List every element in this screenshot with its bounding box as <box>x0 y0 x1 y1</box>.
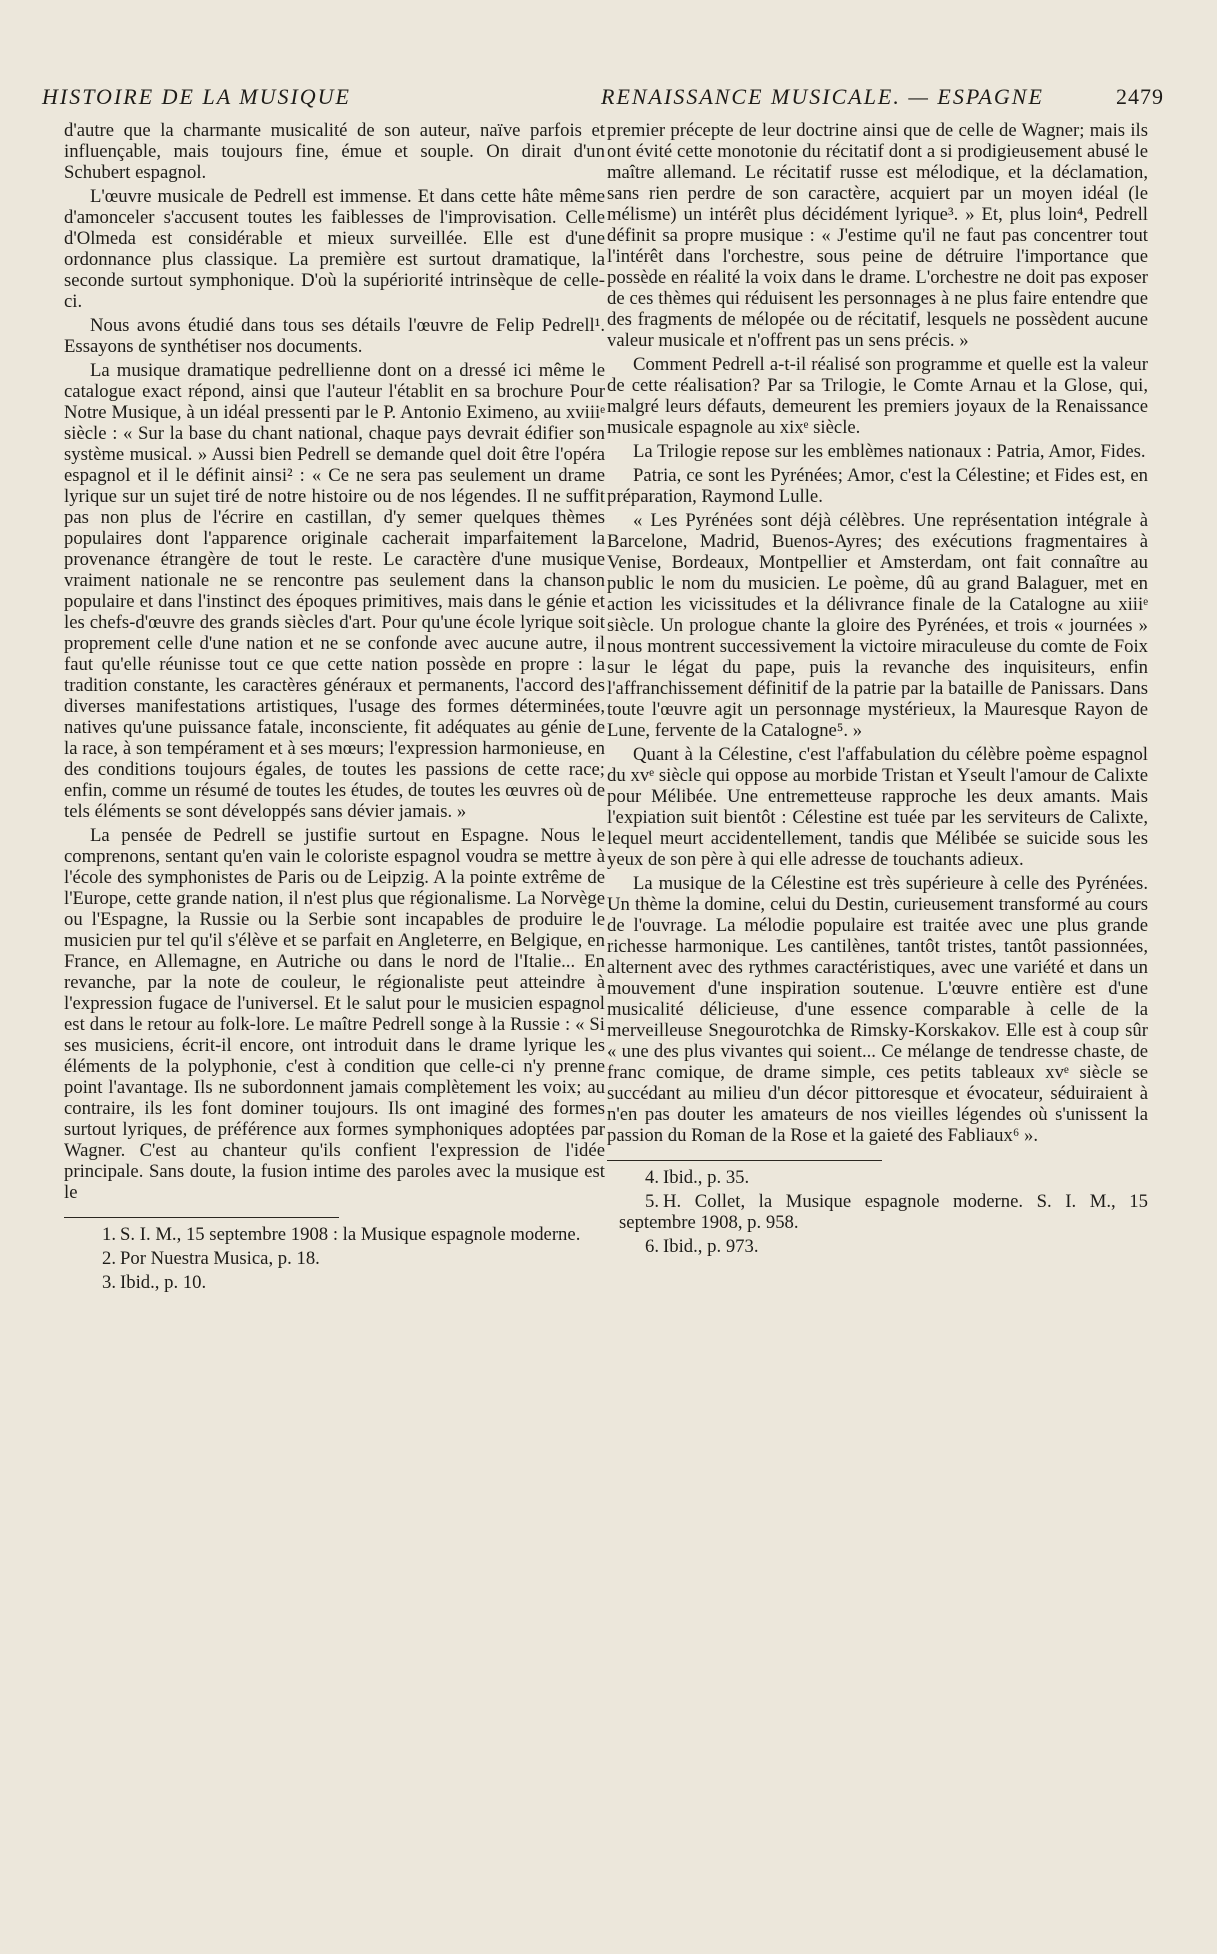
paragraph: La pensée de Pedrell se justifie surtout en Espagne. Nous le comprenons, sentant qu'en vain le coloriste espagnol voudra se mettre à l'école des symphonistes de Paris ou de Leipzig. A la pointe extrême de l'Europe, cette grande nation, il n'est plus que régionalisme. La Norvège ou l'Espagne, la Russie ou la Serbie sont incapables de produire le musicien pur tel qu'il s'élève et se parfait en Angleterre, en Belgique, en France, en Allemagne, en Autriche ou dans le nord de l'Italie... En revanche, par la note de couleur, le régionaliste peut atteindre à l'expression fugace de l'universel. Et le salut pour le musicien espagnol est dans le retour au folk-lore. Le maître Pedrell songe à la Russie : « Si ses musiciens, écrit-il encore, ont introduit dans le drame lyrique les éléments de la polyphonie, c'est à condition que celle-ci n'y prenne point l'avantage. Ils ne subordonnent jamais complètement les voix; au contraire, ils les font dominer toujours. Ils ont imaginé des formes surtout lyriques, de préférence aux formes symphoniques adoptées par Wagner. C'est au chanteur qu'ils confient l'expression de l'idée principale. Sans doute, la fusion intime des paroles avec la musique est le <box>64 825 605 1203</box>
paragraph: Quant à la Célestine, c'est l'affabulation du célèbre poème espagnol du xvᵉ siècle qui oppose au morbide Tristan et Yseult l'amour de Calixte pour Mélibée. Une entremetteuse rapproche les deux amants. Mais l'expiation suit bientôt : Célestine est tuée par les serviteurs de Calixte, lequel meurt accidentellement, tandis que Mélibée se suicide sous les yeux de son père à qui elle adresse de touchants adieux. <box>607 744 1148 870</box>
footnote-number: 3. <box>102 1272 117 1293</box>
footnote-number: 4. <box>645 1167 660 1188</box>
footnote-number: 2. <box>102 1248 117 1269</box>
footnote-text: Ibid., p. 973. <box>663 1236 759 1257</box>
footnote-text: Ibid., p. 35. <box>663 1167 750 1188</box>
paragraph: Patria, ce sont les Pyrénées; Amor, c'est la Célestine; et Fides est, en préparation, Raymond Lulle. <box>607 465 1148 507</box>
header-right-title: RENAISSANCE MUSICALE. — ESPAGNE <box>601 84 1044 109</box>
footnote-text: H. Collet, la Musique espagnole moderne. S. I. M., 15 septembre 1908, p. 958. <box>619 1191 1148 1233</box>
footnote <box>64 1272 605 1293</box>
footnote <box>64 1248 605 1269</box>
paragraph: « Les Pyrénées sont déjà célèbres. Une représentation intégrale à Barcelone, Madrid, Buenos-Ayres; des exécutions fragmentaires à Venise, Bordeaux, Montpellier et Amsterdam, ont fait connaître au public le nom du musicien. Le poème, dû au grand Balaguer, met en action les vicissitudes et la délivrance finale de la Catalogne au xiiiᵉ siècle. Un prologue chante la gloire des Pyrénées, et trois « journées » nous montrent successivement la victoire miraculeuse du comte de Foix sur le légat du pape, puis la revanche des inquisiteurs, enfin l'affranchissement définitif de la patrie par la bataille de Panissars. Dans toute l'œuvre agit un personnage mystérieux, la Mauresque Rayon de Lune, fervente de la Catalogne⁵. » <box>607 510 1148 741</box>
footnote-number: 6. <box>645 1236 660 1257</box>
paragraph: La Trilogie repose sur les emblèmes nationaux : Patria, Amor, Fides. <box>633 441 1146 462</box>
footnote-text: S. I. M., 15 septembre 1908 : la Musique espagnole moderne. <box>120 1224 581 1245</box>
header-left-title: HISTOIRE DE LA MUSIQUE <box>42 84 351 109</box>
footnote-divider <box>64 1217 339 1218</box>
paragraph: La musique de la Célestine est très supérieure à celle des Pyrénées. Un thème la domine, celui du Destin, curieusement transformé au cours de l'ouvrage. La mélodie populaire est traitée avec une plus grande richesse harmonique. Les cantilènes, tantôt tristes, tantôt passionnées, alternent avec des rythmes caractéristiques, avec une variété et dans un mouvement d'une inspiration soutenue. L'œuvre entière est d'une musicalité délicieuse, d'une essence comparable à celle de la merveilleuse Snegourotchka de Rimsky-Korskakov. Elle est à coup sûr « une des plus vivantes qui soient... Ce mélange de tendresse chaste, de franc comique, de drame simple, ces petits tableaux xvᵉ siècle se succédant au milieu d'un décor pittoresque et évocateur, séduiraient à n'en pas douter les amateurs de nos vieilles légendes où s'unissent la passion du Roman de la Rose et la gaieté des Fabliaux⁶ ». <box>607 873 1148 1146</box>
footnote <box>607 1236 1148 1257</box>
footnote <box>607 1167 1148 1188</box>
paragraph: Nous avons étudié dans tous ses détails l'œuvre de Felip Pedrell¹. Essayons de synthétiser nos documents. <box>64 315 605 357</box>
footnote <box>64 1224 605 1245</box>
paragraph: L'œuvre musicale de Pedrell est immense. Et dans cette hâte même d'amonceler s'accusent toutes les faiblesses de l'improvisation. Celle d'Olmeda est considérable et mieux surveillée. Elle est d'une ordonnance plus classique. La première est surtout dramatique, la seconde surtout symphonique. D'où la supériorité intrinsèque de celle-ci. <box>64 186 605 312</box>
paragraph: premier précepte de leur doctrine ainsi que de celle de Wagner; mais ils ont évité cette monotonie du récitatif dont a si prodigieusement abusé le maître allemand. Le récitatif russe est mélodique, et la déclamation, sans rien perdre de son caractère, acquiert par un moyen idéal (le mélisme) un intérêt plus décidément lyrique³. » Et, plus loin⁴, Pedrell définit sa propre musique : « J'estime qu'il ne faut pas concentrer tout l'intérêt dans l'orchestre, sous peine de détruire l'importance que possède en réalité la voix dans le drame. L'orchestre ne doit pas exposer de ces thèmes qui réduisent les personnages à ne plus faire entendre que des fragments de mélopée ou de récitatif, lesquels ne possèdent aucune valeur musicale et n'offrent pas un sens précis. » <box>607 120 1148 351</box>
paragraph: Comment Pedrell a-t-il réalisé son programme et quelle est la valeur de cette réalisation? Par sa Trilogie, le Comte Arnau et la Glose, qui, malgré leurs défauts, demeurent les premiers joyaux de la Renaissance musicale espagnole au xixᵉ siècle. <box>607 354 1148 438</box>
footnote-number: 5. <box>645 1191 660 1212</box>
footnote-text: Ibid., p. 10. <box>120 1272 207 1293</box>
paragraph: d'autre que la charmante musicalité de son auteur, naïve parfois et influençable, mais toujours fine, émue et souple. On dirait d'un Schubert espagnol. <box>64 120 605 183</box>
running-header <box>40 78 1170 112</box>
paragraph: La musique dramatique pedrellienne dont on a dressé ici même le catalogue exact répond, ainsi que l'auteur l'établit en sa brochure Pour Notre Musique, à un idéal pressenti par le P. Antonio Eximeno, au xviiiᵉ siècle : « Sur la base du chant national, chaque pays devrait édifier son système musical. » Aussi bien Pedrell se demande quel doit être l'opéra espagnol et il le définit ainsi² : « Ce ne sera pas seulement un drame lyrique sur un sujet tiré de notre histoire ou de nos légendes. Il ne suffit pas non plus de l'écrire en castillan, d'y semer quelques thèmes populaires dont l'apparence originale cacherait imparfaitement la provenance étrangère de tout le reste. Le caractère d'une musique vraiment nationale ne se rencontre pas seulement dans la chanson populaire et dans l'instinct des époques primitives, mais dans le génie et les chefs-d'œuvre des grands siècles d'art. Pour qu'une école lyrique soit proprement celle d'une nation et ne se confonde avec aucune autre, il faut qu'elle réunisse tout ce que cette nation possède en propre : la tradition constante, les caractères généraux et permanents, l'accord des diverses manifestations artistiques, l'usage des formes déterminées, natives qu'une puissance fatale, inconsciente, fit adéquates au génie de la race, à son tempérament et à ses mœurs; l'expression harmonieuse, en des conditions toujours égales, de toutes les passions de cette race; enfin, comme un résumé de toutes les études, de toutes les œuvres où de tels éléments se sont développés sans dévier jamais. » <box>64 360 605 822</box>
footnote-number: 1. <box>102 1224 117 1245</box>
page-number: 2479 <box>1116 84 1164 109</box>
right-column <box>607 120 1148 1257</box>
footnote-text: Por Nuestra Musica, p. 18. <box>120 1248 320 1269</box>
left-column <box>64 120 605 1293</box>
footnote <box>607 1191 1148 1233</box>
footnote-divider <box>607 1160 882 1161</box>
